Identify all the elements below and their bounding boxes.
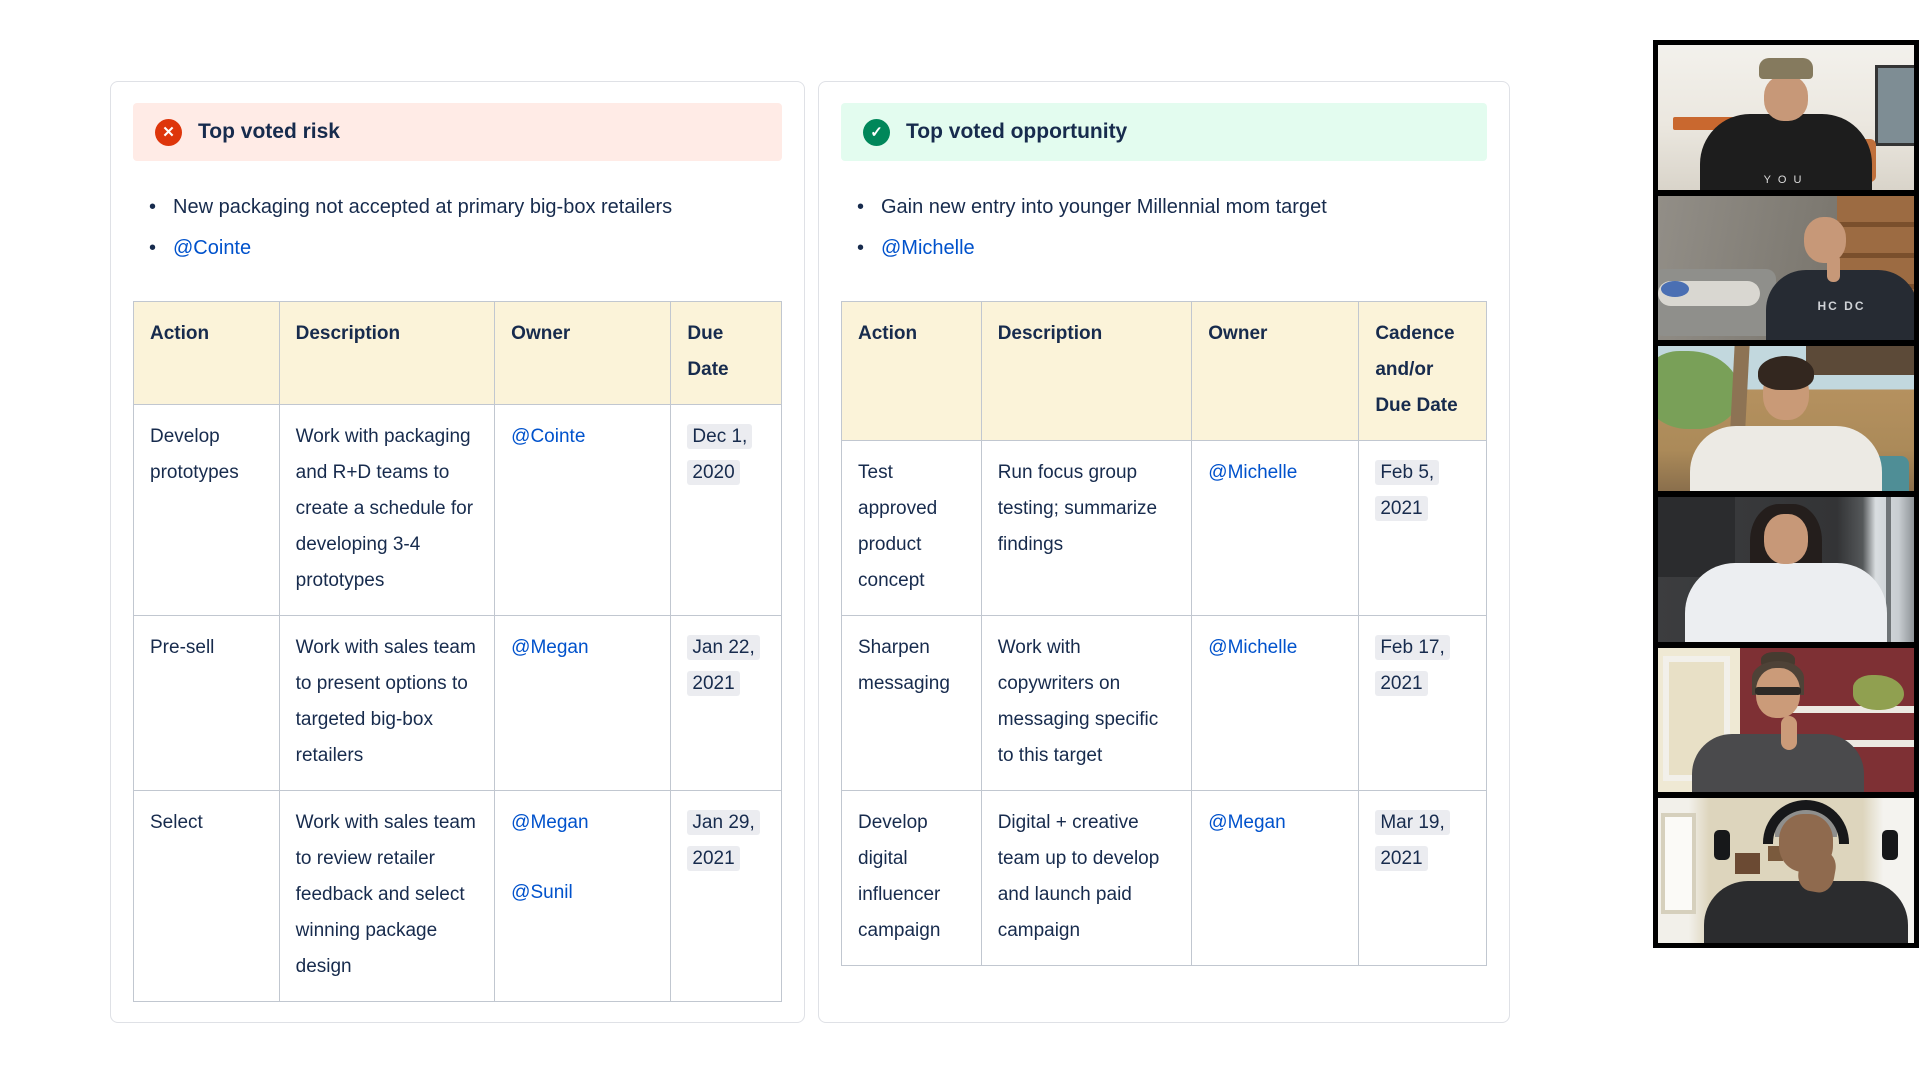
owner-cell bbox=[495, 405, 671, 616]
participant-torso bbox=[1690, 426, 1882, 491]
participant-head bbox=[1764, 75, 1808, 121]
table-header-row bbox=[134, 302, 782, 405]
participant-video-1[interactable] bbox=[1658, 45, 1914, 190]
column-header-due-date: Due Date bbox=[671, 302, 782, 405]
description-cell: Work with copywriters on messaging specific to this target bbox=[981, 616, 1192, 791]
participant-torso bbox=[1685, 563, 1887, 642]
opportunity-table bbox=[841, 301, 1487, 966]
owner-cell bbox=[495, 616, 671, 791]
owner-cell bbox=[495, 791, 671, 1002]
mention-link-michelle[interactable]: @Michelle bbox=[1208, 462, 1298, 483]
shirt-text: YOU bbox=[1763, 173, 1809, 186]
blue-blanket bbox=[1661, 281, 1689, 297]
date-lozenge: Feb 17, 2021 bbox=[1375, 635, 1449, 696]
description-cell: Run focus group testing; summarize findings bbox=[981, 441, 1192, 616]
column-header-action: Action bbox=[134, 302, 280, 405]
risk-panel-header bbox=[133, 103, 782, 161]
opportunity-panel-header bbox=[841, 103, 1487, 161]
due-date-cell bbox=[1359, 791, 1487, 966]
due-date-cell bbox=[671, 616, 782, 791]
date-lozenge: Mar 19, 2021 bbox=[1375, 810, 1449, 871]
success-icon: ✓ bbox=[863, 119, 890, 146]
description-cell: Work with packaging and R+D teams to create a schedule for developing 3-4 prototypes bbox=[279, 405, 495, 616]
due-date-cell bbox=[671, 405, 782, 616]
error-icon: ✕ bbox=[155, 119, 182, 146]
opportunity-card bbox=[818, 81, 1510, 1023]
owner-cell bbox=[1192, 616, 1359, 791]
column-header-description: Description bbox=[981, 302, 1192, 441]
mention-link-sunil[interactable]: @Sunil bbox=[511, 882, 573, 903]
participant-hand bbox=[1827, 254, 1840, 282]
shirt-text: HC DC bbox=[1817, 299, 1866, 314]
table-row bbox=[134, 791, 782, 1002]
action-cell: Pre-sell bbox=[134, 616, 280, 791]
date-lozenge: Feb 5, 2021 bbox=[1375, 460, 1439, 521]
due-date-cell bbox=[671, 791, 782, 1002]
column-header-owner: Owner bbox=[1192, 302, 1359, 441]
participant-torso bbox=[1704, 881, 1908, 943]
headphones-band bbox=[1763, 800, 1849, 844]
risk-card bbox=[110, 81, 805, 1023]
risk-bullet-text: • New packaging not accepted at primary big-box retailers bbox=[141, 187, 782, 228]
date-lozenge: Dec 1, 2020 bbox=[687, 424, 752, 485]
picture-frame bbox=[1735, 853, 1761, 873]
column-header-cadence: Cadence and/or Due Date bbox=[1359, 302, 1487, 441]
table-header-row bbox=[842, 302, 1487, 441]
participant-video-6[interactable] bbox=[1658, 798, 1914, 943]
headphones-earcup bbox=[1714, 830, 1730, 860]
pergola-roof bbox=[1806, 346, 1914, 375]
opportunity-bullet-list bbox=[849, 187, 1487, 269]
headphones-earcup bbox=[1882, 830, 1898, 860]
action-cell: Sharpen messaging bbox=[842, 616, 982, 791]
garden-tree bbox=[1658, 351, 1740, 429]
due-date-cell bbox=[1359, 616, 1487, 791]
due-date-cell bbox=[1359, 441, 1487, 616]
participant-hair bbox=[1758, 356, 1814, 390]
description-cell: Digital + creative team up to develop and launch paid campaign bbox=[981, 791, 1192, 966]
table-row bbox=[842, 441, 1487, 616]
table-row bbox=[842, 616, 1487, 791]
action-cell: Develop prototypes bbox=[134, 405, 280, 616]
mention-link-cointe[interactable]: @Cointe bbox=[173, 237, 252, 259]
participant-video-3[interactable] bbox=[1658, 346, 1914, 491]
baseball-cap bbox=[1759, 58, 1813, 79]
date-lozenge: Jan 29, 2021 bbox=[687, 810, 759, 871]
date-lozenge: Jan 22, 2021 bbox=[687, 635, 759, 696]
participant-head bbox=[1804, 217, 1846, 263]
opportunity-bullet-text: • Gain new entry into younger Millennial mom target bbox=[849, 187, 1487, 228]
mention-link-megan[interactable]: @Megan bbox=[511, 812, 589, 833]
participant-video-5[interactable] bbox=[1658, 648, 1914, 793]
risk-bullet-mention-item bbox=[141, 228, 782, 269]
participant-torso bbox=[1766, 270, 1914, 340]
participant-video-2[interactable] bbox=[1658, 196, 1914, 341]
column-header-description: Description bbox=[279, 302, 495, 405]
risk-panel-title: Top voted risk bbox=[198, 120, 340, 143]
description-cell: Work with sales team to present options to targeted big-box retailers bbox=[279, 616, 495, 791]
table-row bbox=[134, 616, 782, 791]
video-call-strip bbox=[1653, 40, 1919, 948]
participant-hand bbox=[1781, 716, 1797, 750]
action-cell: Test approved product concept bbox=[842, 441, 982, 616]
column-header-owner: Owner bbox=[495, 302, 671, 405]
action-cell: Select bbox=[134, 791, 280, 1002]
glasses bbox=[1755, 687, 1801, 695]
table-row bbox=[134, 405, 782, 616]
window bbox=[1661, 813, 1697, 914]
mention-link-cointe[interactable]: @Cointe bbox=[511, 426, 586, 447]
owner-cell bbox=[1192, 441, 1359, 616]
description-cell: Work with sales team to review retailer feedback and select winning package design bbox=[279, 791, 495, 1002]
opportunity-bullet-mention-item bbox=[849, 228, 1487, 269]
action-cell: Develop digital influencer campaign bbox=[842, 791, 982, 966]
participant-torso bbox=[1700, 114, 1872, 190]
opportunity-panel-title: Top voted opportunity bbox=[906, 120, 1128, 143]
mention-link-michelle[interactable]: @Michelle bbox=[881, 237, 975, 259]
table-row bbox=[842, 791, 1487, 966]
mention-link-megan[interactable]: @Megan bbox=[511, 637, 589, 658]
tv-screen bbox=[1875, 65, 1914, 146]
risk-bullet-list bbox=[141, 187, 782, 269]
column-header-action: Action bbox=[842, 302, 982, 441]
risk-table bbox=[133, 301, 782, 1002]
plant bbox=[1853, 675, 1904, 710]
mention-link-megan[interactable]: @Megan bbox=[1208, 812, 1286, 833]
mention-link-michelle[interactable]: @Michelle bbox=[1208, 637, 1298, 658]
participant-head bbox=[1764, 514, 1808, 564]
participant-torso bbox=[1692, 734, 1864, 793]
owner-cell bbox=[1192, 791, 1359, 966]
participant-video-4[interactable] bbox=[1658, 497, 1914, 642]
